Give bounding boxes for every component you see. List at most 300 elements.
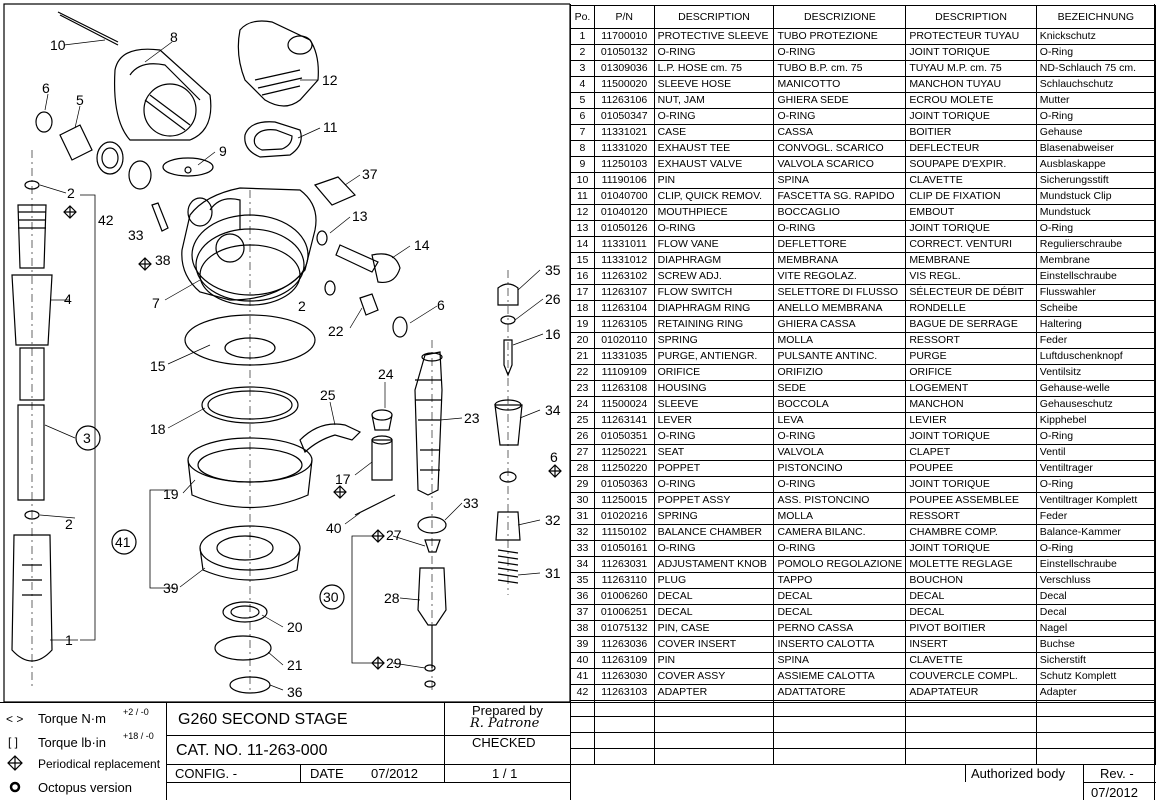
cell-description-de: Mutter bbox=[1036, 93, 1155, 109]
cell-description-de: O-Ring bbox=[1036, 541, 1155, 557]
cell-description-en: POPPET ASSY bbox=[654, 493, 774, 509]
cell-pn bbox=[594, 733, 654, 749]
cell-description-en: L.P. HOSE cm. 75 bbox=[654, 61, 774, 77]
cell-description-it: TUBO PROTEZIONE bbox=[774, 29, 906, 45]
cell-pos: 35 bbox=[571, 573, 595, 589]
cell-pos: 40 bbox=[571, 653, 595, 669]
cell-description-de: Schlauchschutz bbox=[1036, 77, 1155, 93]
cell-description-fr: DECAL bbox=[906, 589, 1036, 605]
table-row bbox=[571, 221, 1156, 237]
cell-pn: 01040120 bbox=[594, 205, 654, 221]
cell-description-de: Gehause bbox=[1036, 125, 1155, 141]
table-row bbox=[571, 269, 1156, 285]
cell-pn: 11250221 bbox=[594, 445, 654, 461]
callout-label: 40 bbox=[326, 520, 342, 536]
cell-description-de: Haltering bbox=[1036, 317, 1155, 333]
cell-description-fr: DECAL bbox=[906, 605, 1036, 621]
cell-description-de: Gehause-welle bbox=[1036, 381, 1155, 397]
cell-description-fr: LOGEMENT bbox=[906, 381, 1036, 397]
header-description-en: DESCRIPTION bbox=[654, 6, 774, 29]
cell-description-de: Gehauseschutz bbox=[1036, 397, 1155, 413]
table-row bbox=[571, 557, 1156, 573]
cell-pn: 01006260 bbox=[594, 589, 654, 605]
table-row bbox=[571, 365, 1156, 381]
date-value: 07/2012 bbox=[371, 766, 418, 781]
cell-description-en: DIAPHRAGM RING bbox=[654, 301, 774, 317]
cell-pos: 27 bbox=[571, 445, 595, 461]
cell-description-it: BOCCOLA bbox=[774, 397, 906, 413]
cell-pos: 26 bbox=[571, 429, 595, 445]
callout-label: 6 bbox=[437, 297, 445, 313]
cell-description-it: SPINA bbox=[774, 173, 906, 189]
cell-pos: 28 bbox=[571, 461, 595, 477]
sheet-number: 1 / 1 bbox=[492, 766, 518, 781]
drawing-frame bbox=[4, 4, 570, 702]
cell-description-fr: JOINT TORIQUE bbox=[906, 221, 1036, 237]
table-row bbox=[571, 637, 1156, 653]
catalog-number: CAT. NO. 11-263-000 bbox=[176, 742, 328, 759]
periodical-mark bbox=[64, 206, 76, 218]
cell-pos: 15 bbox=[571, 253, 595, 269]
cell-description-fr: ECROU MOLETE bbox=[906, 93, 1036, 109]
callout-label: 42 bbox=[98, 212, 114, 228]
cell-pos bbox=[571, 717, 595, 733]
cell-pos: 16 bbox=[571, 269, 595, 285]
callout-label: 5 bbox=[76, 92, 84, 108]
callout-label: 2 bbox=[67, 185, 75, 201]
table-row bbox=[571, 749, 1156, 765]
cell-pn: 11263030 bbox=[594, 669, 654, 685]
cell-pn: 11109109 bbox=[594, 365, 654, 381]
cell-pn: 11331012 bbox=[594, 253, 654, 269]
cell-description-de: Einstellschraube bbox=[1036, 269, 1155, 285]
cell-description-it: SEDE bbox=[774, 381, 906, 397]
cell-description-it: PULSANTE ANTINC. bbox=[774, 349, 906, 365]
table-row bbox=[571, 237, 1156, 253]
callout-label: 11 bbox=[323, 119, 338, 135]
table-row bbox=[571, 205, 1156, 221]
callout-label: 2 bbox=[65, 516, 73, 532]
cell-description-en: LEVER bbox=[654, 413, 774, 429]
part-adjustment-knob bbox=[495, 405, 522, 445]
cell-description-en: O-RING bbox=[654, 477, 774, 493]
callout-label: 2 bbox=[298, 298, 306, 314]
table-row bbox=[571, 493, 1156, 509]
cell-description-it: POMOLO REGOLAZIONE bbox=[774, 557, 906, 573]
part-o-ring-13 bbox=[317, 231, 327, 245]
cell-description-it bbox=[774, 733, 906, 749]
cell-description-en: EXHAUST TEE bbox=[654, 141, 774, 157]
cell-description-fr: JOINT TORIQUE bbox=[906, 477, 1036, 493]
cell-pn: 01050351 bbox=[594, 429, 654, 445]
cell-pos: 37 bbox=[571, 605, 595, 621]
cell-description-it: TUBO B.P. cm. 75 bbox=[774, 61, 906, 77]
cell-description-fr: DEFLECTEUR bbox=[906, 141, 1036, 157]
part-clip bbox=[245, 122, 301, 157]
table-row bbox=[571, 461, 1156, 477]
header-pn: P/N bbox=[594, 6, 654, 29]
cell-pos: 38 bbox=[571, 621, 595, 637]
cell-description-de: O-Ring bbox=[1036, 109, 1155, 125]
cell-description-fr: CLAVETTE bbox=[906, 173, 1036, 189]
cell-description-de: O-Ring bbox=[1036, 429, 1155, 445]
part-seat bbox=[425, 540, 440, 552]
callout-label: 21 bbox=[287, 657, 303, 673]
cell-pn: 11190106 bbox=[594, 173, 654, 189]
table-row bbox=[571, 573, 1156, 589]
cell-description-de bbox=[1036, 733, 1155, 749]
cell-description-it: GHIERA CASSA bbox=[774, 317, 906, 333]
table-row bbox=[571, 717, 1156, 733]
callout-label: 29 bbox=[386, 655, 402, 671]
cell-description-it: DECAL bbox=[774, 605, 906, 621]
table-row bbox=[571, 77, 1156, 93]
cell-pn: 11500024 bbox=[594, 397, 654, 413]
cell-description-it: O-RING bbox=[774, 109, 906, 125]
table-header-row bbox=[571, 6, 1156, 29]
cell-description-de: Kipphebel bbox=[1036, 413, 1155, 429]
torque-lb-label: Torque lb·in bbox=[38, 735, 106, 750]
cell-description-fr: BOITIER bbox=[906, 125, 1036, 141]
cell-pos: 34 bbox=[571, 557, 595, 573]
cell-pos: 18 bbox=[571, 301, 595, 317]
cell-description-de: O-Ring bbox=[1036, 477, 1155, 493]
cell-description-en: POPPET bbox=[654, 461, 774, 477]
callout-label: 39 bbox=[163, 580, 179, 596]
cell-description-fr: POUPEE ASSEMBLEE bbox=[906, 493, 1036, 509]
callout-label: 7 bbox=[152, 295, 160, 311]
cell-pos: 5 bbox=[571, 93, 595, 109]
cell-description-it: TAPPO bbox=[774, 573, 906, 589]
table-row bbox=[571, 621, 1156, 637]
callout-label: 9 bbox=[219, 143, 227, 159]
callout-label: 31 bbox=[545, 565, 561, 581]
cell-description-en: SLEEVE HOSE bbox=[654, 77, 774, 93]
table-row bbox=[571, 61, 1156, 77]
cell-description-fr: BOUCHON bbox=[906, 573, 1036, 589]
cell-description-it: ADATTATORE bbox=[774, 685, 906, 701]
table-row bbox=[571, 445, 1156, 461]
cell-description-fr: CHAMBRE COMP. bbox=[906, 525, 1036, 541]
cell-description-it: ORIFIZIO bbox=[774, 365, 906, 381]
cell-description-en: MOUTHPIECE bbox=[654, 205, 774, 221]
cell-description-de: Scheibe bbox=[1036, 301, 1155, 317]
cell-description-de: Ausblaskappe bbox=[1036, 157, 1155, 173]
cell-description-en: FLOW SWITCH bbox=[654, 285, 774, 301]
cell-pos: 7 bbox=[571, 125, 595, 141]
cell-description-it: GHIERA SEDE bbox=[774, 93, 906, 109]
cell-description-en bbox=[654, 749, 774, 765]
cell-description-it: MANICOTTO bbox=[774, 77, 906, 93]
exploded-view-drawing bbox=[0, 0, 570, 702]
cell-pos: 41 bbox=[571, 669, 595, 685]
cell-description-it: FASCETTA SG. RAPIDO bbox=[774, 189, 906, 205]
cell-pn: 01050161 bbox=[594, 541, 654, 557]
table-row bbox=[571, 93, 1156, 109]
cell-description-de: Balance-Kammer bbox=[1036, 525, 1155, 541]
cell-description-en: CLIP, QUICK REMOV. bbox=[654, 189, 774, 205]
header-description-de: BEZEICHNUNG bbox=[1036, 6, 1155, 29]
cell-pn: 11263036 bbox=[594, 637, 654, 653]
table-row bbox=[571, 301, 1156, 317]
callout-label: 25 bbox=[320, 387, 336, 403]
cell-pos: 21 bbox=[571, 349, 595, 365]
cell-description-fr: POUPEE bbox=[906, 461, 1036, 477]
callout-label: 22 bbox=[328, 323, 344, 339]
callout-label: 23 bbox=[464, 410, 480, 426]
cell-description-fr: TUYAU M.P. cm. 75 bbox=[906, 61, 1036, 77]
cell-description-en: SLEEVE bbox=[654, 397, 774, 413]
cell-description-it: LEVA bbox=[774, 413, 906, 429]
cell-description-de: Ventiltrager Komplett bbox=[1036, 493, 1155, 509]
cell-pn: 01020216 bbox=[594, 509, 654, 525]
callout-label: 18 bbox=[150, 421, 166, 437]
torque-lb-tolerance: +18 / -0 bbox=[123, 731, 154, 741]
cell-description-it: ASS. PISTONCINO bbox=[774, 493, 906, 509]
cell-description-fr: PURGE bbox=[906, 349, 1036, 365]
cell-description-en: PLUG bbox=[654, 573, 774, 589]
cell-description-fr: CORRECT. VENTURI bbox=[906, 237, 1036, 253]
revision-date: 07/2012 bbox=[1091, 785, 1138, 800]
cell-description-it: DEFLETTORE bbox=[774, 237, 906, 253]
cell-description-fr: RONDELLE bbox=[906, 301, 1036, 317]
table-row bbox=[571, 589, 1156, 605]
table-row bbox=[571, 429, 1156, 445]
cell-description-it: O-RING bbox=[774, 221, 906, 237]
cell-description-de: O-Ring bbox=[1036, 45, 1155, 61]
table-row bbox=[571, 413, 1156, 429]
cell-description-en: HOUSING bbox=[654, 381, 774, 397]
table-row bbox=[571, 685, 1156, 701]
cell-description-de: Regulierschraube bbox=[1036, 237, 1155, 253]
part-spring-20 bbox=[223, 602, 267, 622]
cell-description-de: Einstellschraube bbox=[1036, 557, 1155, 573]
cell-description-de: Adapter bbox=[1036, 685, 1155, 701]
cell-description-fr: VIS REGL. bbox=[906, 269, 1036, 285]
cell-pos: 4 bbox=[571, 77, 595, 93]
callout-label: 6 bbox=[550, 449, 558, 465]
callout-label: 24 bbox=[378, 366, 394, 382]
cell-description-de: O-Ring bbox=[1036, 221, 1155, 237]
part-o-ring-29 bbox=[425, 665, 435, 671]
cell-pos: 17 bbox=[571, 285, 595, 301]
cell-description-en: ADAPTER bbox=[654, 685, 774, 701]
cell-pos: 6 bbox=[571, 109, 595, 125]
cell-description-de: Sicherungsstift bbox=[1036, 173, 1155, 189]
callout-label: 17 bbox=[335, 471, 351, 487]
cell-pos: 30 bbox=[571, 493, 595, 509]
cell-description-fr: JOINT TORIQUE bbox=[906, 109, 1036, 125]
cell-description-it: SPINA bbox=[774, 653, 906, 669]
cell-description-en bbox=[654, 733, 774, 749]
cell-pos: 36 bbox=[571, 589, 595, 605]
revision: Rev. - bbox=[1100, 766, 1134, 781]
cell-description-de: Luftduschenknopf bbox=[1036, 349, 1155, 365]
cell-description-en: COVER ASSY bbox=[654, 669, 774, 685]
callout-label: 1 bbox=[65, 632, 73, 648]
cell-description-de: Mundstuck bbox=[1036, 205, 1155, 221]
table-row bbox=[571, 285, 1156, 301]
cell-pn: 11250103 bbox=[594, 157, 654, 173]
cell-description-de: Verschluss bbox=[1036, 573, 1155, 589]
cell-pn: 01309036 bbox=[594, 61, 654, 77]
part-adapter bbox=[97, 142, 123, 174]
cell-pos: 23 bbox=[571, 381, 595, 397]
cell-description-en bbox=[654, 717, 774, 733]
cell-description-it: MEMBRANA bbox=[774, 253, 906, 269]
cell-description-it: MOLLA bbox=[774, 509, 906, 525]
cell-description-de: Blasenabweiser bbox=[1036, 141, 1155, 157]
table-row bbox=[571, 653, 1156, 669]
cell-description-it: VALVOLA bbox=[774, 445, 906, 461]
cell-pn bbox=[594, 717, 654, 733]
cell-pos: 42 bbox=[571, 685, 595, 701]
octopus-version-icon bbox=[9, 781, 21, 793]
cell-description-en: EXHAUST VALVE bbox=[654, 157, 774, 173]
cell-description-it: PERNO CASSA bbox=[774, 621, 906, 637]
cell-description-en: O-RING bbox=[654, 429, 774, 445]
cell-description-fr: RESSORT bbox=[906, 509, 1036, 525]
table-row bbox=[571, 733, 1156, 749]
part-exhaust-tee bbox=[115, 49, 211, 140]
part-mouthpiece bbox=[238, 21, 318, 106]
cell-description-it: ASSIEME CALOTTA bbox=[774, 669, 906, 685]
cell-pos: 8 bbox=[571, 141, 595, 157]
table-row bbox=[571, 125, 1156, 141]
cell-description-fr bbox=[906, 717, 1036, 733]
table-row bbox=[571, 253, 1156, 269]
callout-label: 35 bbox=[545, 262, 561, 278]
cell-description-it: O-RING bbox=[774, 541, 906, 557]
header-pos: Po. bbox=[571, 6, 595, 29]
cell-pn: 01050347 bbox=[594, 109, 654, 125]
part-orifice bbox=[360, 294, 378, 315]
prepared-by-signature: R. Patrone bbox=[470, 716, 540, 731]
cell-description-en: NUT, JAM bbox=[654, 93, 774, 109]
part-pin bbox=[58, 12, 118, 42]
cell-description-en: DECAL bbox=[654, 605, 774, 621]
table-row bbox=[571, 541, 1156, 557]
cell-description-fr: CLAVETTE bbox=[906, 653, 1036, 669]
callout-label: 12 bbox=[322, 72, 338, 88]
cell-description-en: CASE bbox=[654, 125, 774, 141]
cell-pn: 11263109 bbox=[594, 653, 654, 669]
cell-description-it: PISTONCINO bbox=[774, 461, 906, 477]
cell-description-en: SPRING bbox=[654, 509, 774, 525]
cell-description-it: BOCCAGLIO bbox=[774, 205, 906, 221]
cell-pos: 31 bbox=[571, 509, 595, 525]
part-pin-40 bbox=[355, 495, 395, 515]
table-row bbox=[571, 605, 1156, 621]
cell-pn: 01006251 bbox=[594, 605, 654, 621]
cell-description-fr: BAGUE DE SERRAGE bbox=[906, 317, 1036, 333]
callout-label: 33 bbox=[128, 227, 144, 243]
cell-description-en: SCREW ADJ. bbox=[654, 269, 774, 285]
callout-label: 27 bbox=[386, 527, 402, 543]
header-description-fr: DESCRIPTION bbox=[906, 6, 1036, 29]
cell-pn: 11700010 bbox=[594, 29, 654, 45]
table-row bbox=[571, 109, 1156, 125]
cell-description-fr: CLAPET bbox=[906, 445, 1036, 461]
cell-pos: 3 bbox=[571, 61, 595, 77]
callout-label: 41 bbox=[115, 534, 131, 550]
cell-description-fr: MOLETTE REGLAGE bbox=[906, 557, 1036, 573]
torque-nm-tolerance: +2 / -0 bbox=[123, 707, 149, 717]
cell-description-de: Sicherstift bbox=[1036, 653, 1155, 669]
cell-description-it: INSERTO CALOTTA bbox=[774, 637, 906, 653]
callout-label: 20 bbox=[287, 619, 303, 635]
cell-description-it: VITE REGOLAZ. bbox=[774, 269, 906, 285]
callout-label: 32 bbox=[545, 512, 561, 528]
cell-description-en: PROTECTIVE SLEEVE bbox=[654, 29, 774, 45]
cell-description-fr: MANCHON bbox=[906, 397, 1036, 413]
table-row bbox=[571, 477, 1156, 493]
cell-description-en: DIAPHRAGM bbox=[654, 253, 774, 269]
part-nut-jam bbox=[60, 125, 92, 160]
cell-pn: 11263110 bbox=[594, 573, 654, 589]
cell-description-de: Decal bbox=[1036, 605, 1155, 621]
callout-label: 28 bbox=[384, 590, 400, 606]
cell-pn: 01075132 bbox=[594, 621, 654, 637]
part-o-ring-33 bbox=[129, 161, 151, 189]
callout-label: 38 bbox=[155, 252, 171, 268]
part-flow-vane bbox=[336, 245, 378, 272]
cell-description-it: O-RING bbox=[774, 477, 906, 493]
callout-label: 16 bbox=[545, 326, 561, 342]
cell-description-de: Decal bbox=[1036, 589, 1155, 605]
cell-pn: 01020110 bbox=[594, 333, 654, 349]
cell-description-de: Flusswahler bbox=[1036, 285, 1155, 301]
table-row bbox=[571, 397, 1156, 413]
cell-description-en: SEAT bbox=[654, 445, 774, 461]
part-decal-37 bbox=[315, 177, 355, 205]
cell-pn: 01050132 bbox=[594, 45, 654, 61]
cell-description-de: ND-Schlauch 75 cm. bbox=[1036, 61, 1155, 77]
callout-label: 3 bbox=[83, 430, 91, 446]
cell-pos: 1 bbox=[571, 29, 595, 45]
table-row bbox=[571, 381, 1156, 397]
cell-description-en: O-RING bbox=[654, 109, 774, 125]
part-housing bbox=[415, 352, 442, 495]
cell-description-en: ADJUSTAMENT KNOB bbox=[654, 557, 774, 573]
cell-description-de: Knickschutz bbox=[1036, 29, 1155, 45]
octopus-version-label: Octopus version bbox=[38, 780, 132, 795]
cell-pos: 22 bbox=[571, 365, 595, 381]
cell-description-de: Ventilsitz bbox=[1036, 365, 1155, 381]
callout-label: 13 bbox=[352, 208, 368, 224]
cell-description-en: PIN bbox=[654, 173, 774, 189]
cell-pos bbox=[571, 733, 595, 749]
cell-description-it: CONVOGL. SCARICO bbox=[774, 141, 906, 157]
cell-description-de: Ventil bbox=[1036, 445, 1155, 461]
cell-pn: 11263104 bbox=[594, 301, 654, 317]
cell-description-fr: LEVIER bbox=[906, 413, 1036, 429]
callout-label: 14 bbox=[414, 237, 430, 253]
table-row bbox=[571, 141, 1156, 157]
cell-description-fr: MANCHON TUYAU bbox=[906, 77, 1036, 93]
cell-description-fr: ORIFICE bbox=[906, 365, 1036, 381]
cell-description-fr: INSERT bbox=[906, 637, 1036, 653]
cell-description-en: RETAINING RING bbox=[654, 317, 774, 333]
cell-description-fr: PROTECTEUR TUYAU bbox=[906, 29, 1036, 45]
torque-nm-label: Torque N·m bbox=[38, 711, 106, 726]
table-row bbox=[571, 317, 1156, 333]
cell-description-en: O-RING bbox=[654, 45, 774, 61]
cell-description-it: MOLLA bbox=[774, 333, 906, 349]
cell-description-fr: CLIP DE FIXATION bbox=[906, 189, 1036, 205]
table-row bbox=[571, 189, 1156, 205]
cell-description-en: SPRING bbox=[654, 333, 774, 349]
